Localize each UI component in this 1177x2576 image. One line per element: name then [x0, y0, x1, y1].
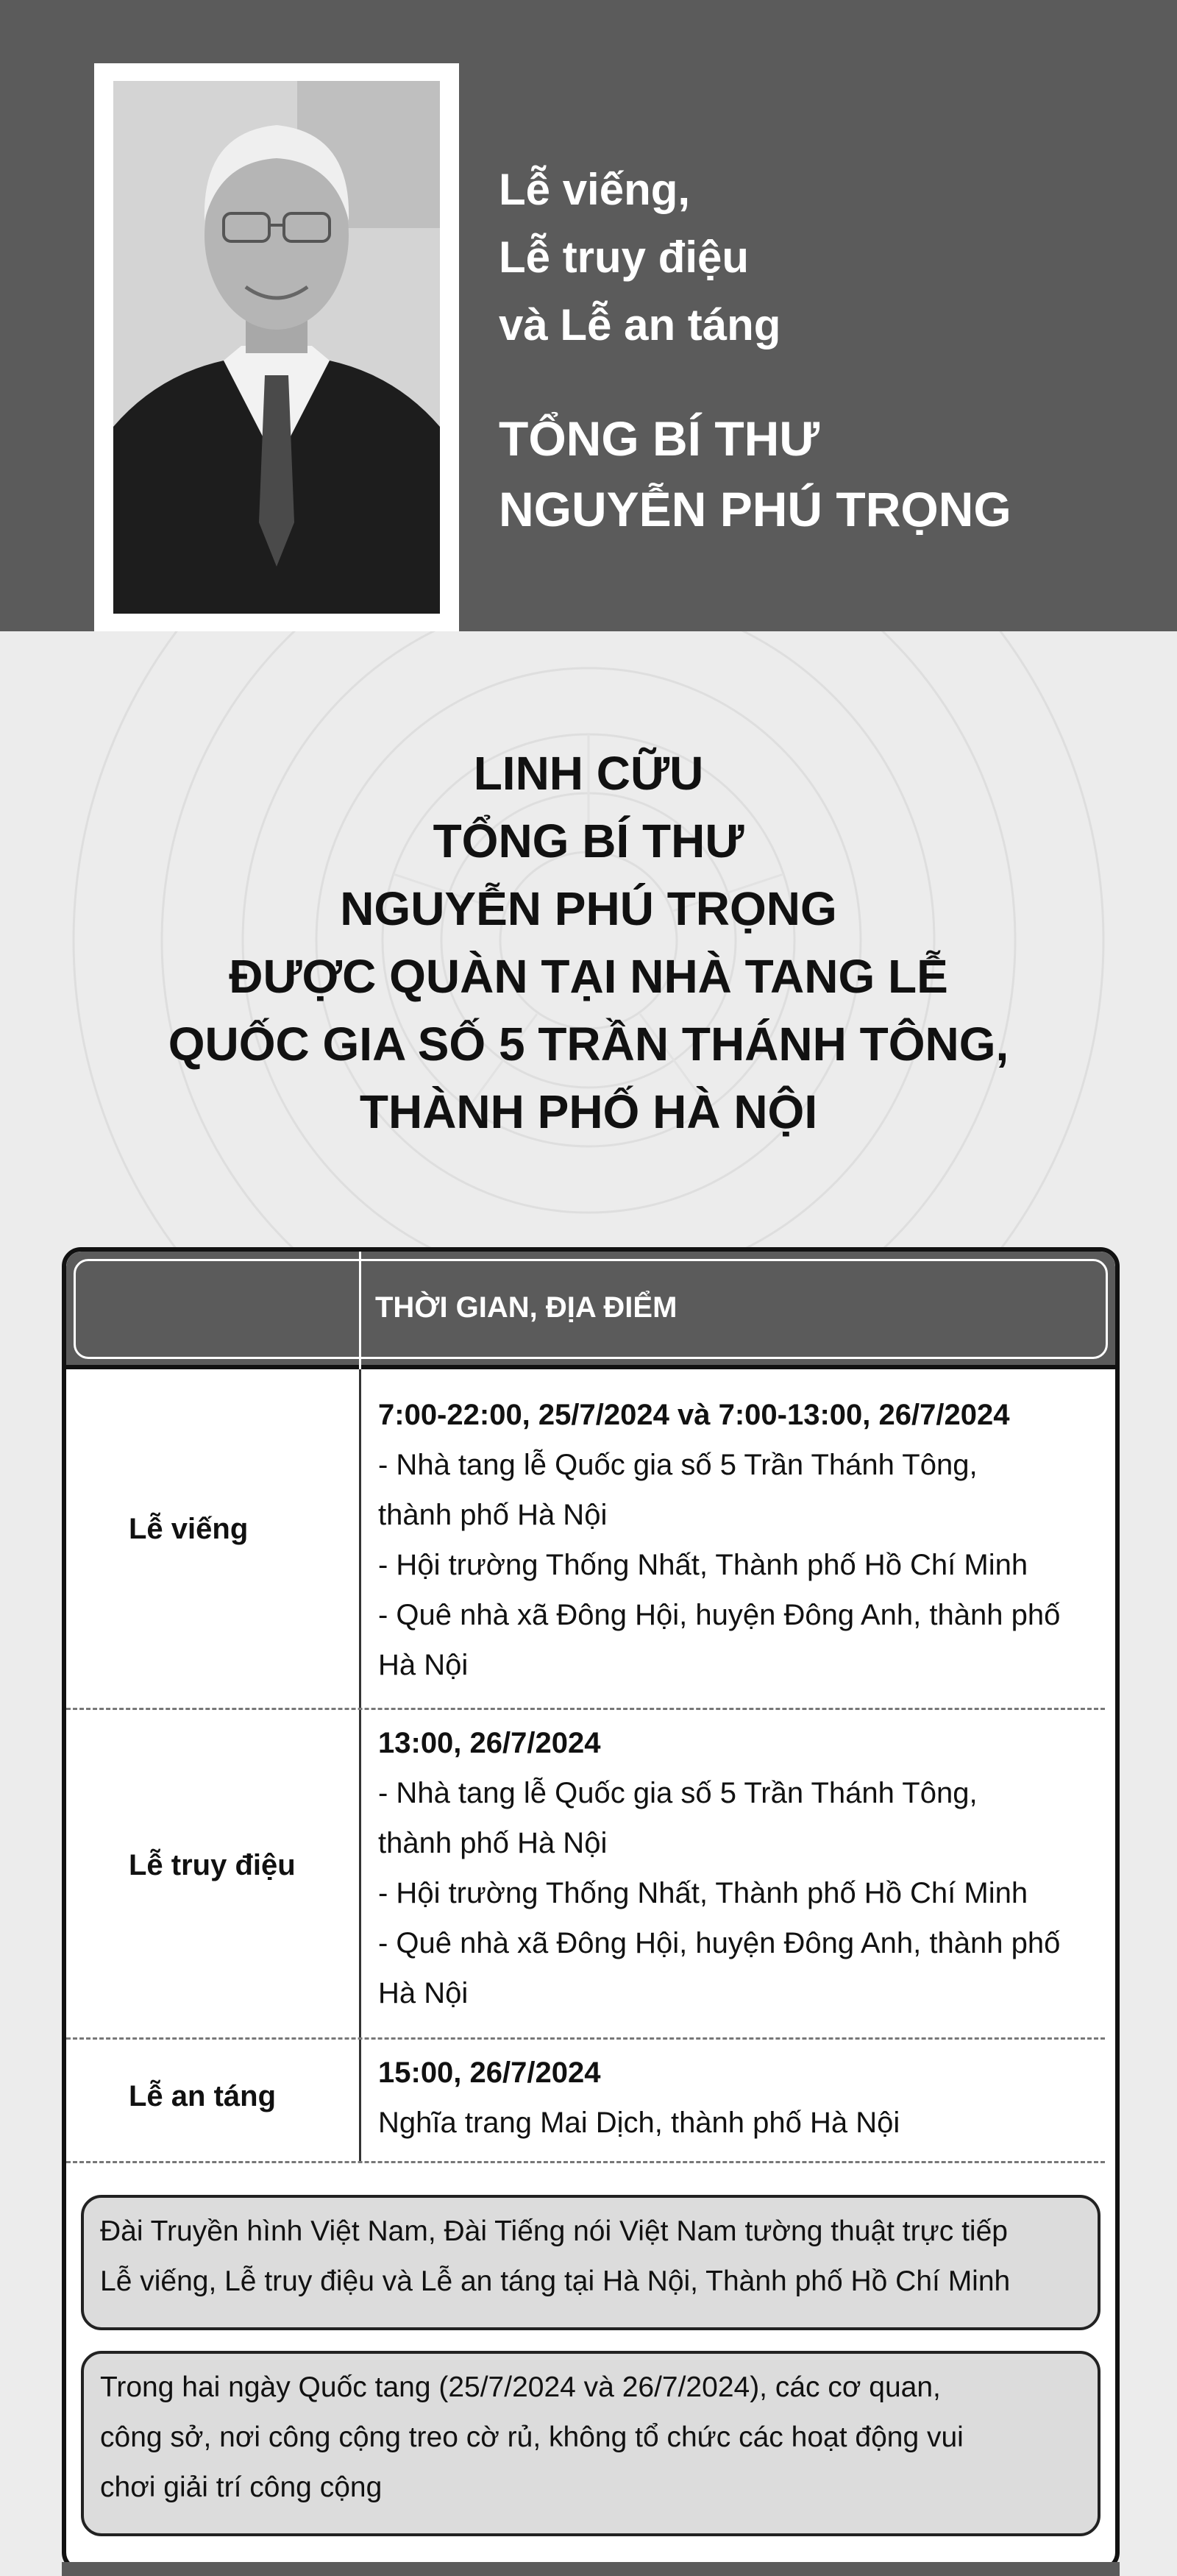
note-line: Đài Truyền hình Việt Nam, Đài Tiếng nói Việt Nam tường thuật trực tiếp	[100, 2215, 1008, 2247]
row-label-viewing: Lễ viếng	[129, 1513, 249, 1545]
schedule-panel	[62, 1247, 1120, 2572]
portrait-frame	[94, 63, 459, 631]
table-row	[66, 2039, 1115, 2161]
location-line: - Hội trường Thống Nhất, Thành phố Hồ Chí Minh	[378, 1549, 1028, 1581]
note-line: Lễ viếng, Lễ truy điệu và Lễ an táng tại Hà Nội, Thành phố Hồ Chí Minh	[100, 2265, 1011, 2297]
header-title-line: Lễ truy điệu	[499, 233, 750, 282]
broadcast-note	[81, 2195, 1100, 2330]
portrait-illustration	[113, 81, 440, 614]
heading-line: THÀNH PHỐ HÀ NỘI	[359, 1085, 818, 1138]
note-line: Trong hai ngày Quốc tang (25/7/2024 và 26/7/2024), các cơ quan,	[100, 2371, 941, 2403]
location-line: - Quê nhà xã Đông Hội, huyện Đông Anh, thành phố	[378, 1927, 1061, 1959]
location-line: Hà Nội	[378, 1977, 469, 2009]
header-band	[0, 0, 1177, 631]
header-name-line: TỔNG BÍ THƯ	[499, 411, 820, 466]
header-name	[499, 403, 1011, 544]
row-time: 7:00-22:00, 25/7/2024 và 7:00-13:00, 26/7/2024	[378, 1399, 1010, 1431]
location-line: - Quê nhà xã Đông Hội, huyện Đông Anh, thành phố	[378, 1599, 1061, 1631]
header-title-line: Lễ viếng,	[499, 165, 691, 214]
location-line: thành phố Hà Nội	[378, 1827, 608, 1859]
note-line: công sở, nơi công cộng treo cờ rủ, không tổ chức các hoạt động vui	[100, 2421, 964, 2453]
location-line: thành phố Hà Nội	[378, 1499, 608, 1531]
row-label-memorial: Lễ truy điệu	[129, 1849, 296, 1881]
table-row	[66, 1369, 1115, 1708]
location-line: - Hội trường Thống Nhất, Thành phố Hồ Chí Minh	[378, 1877, 1028, 1909]
row-time: 13:00, 26/7/2024	[378, 1727, 601, 1759]
location-line: Hà Nội	[378, 1649, 469, 1681]
row-label-burial: Lễ an táng	[129, 2080, 277, 2112]
row-locations	[378, 2098, 900, 2148]
heading-line: QUỐC GIA SỐ 5 TRẦN THÁNH TÔNG,	[168, 1018, 1009, 1071]
heading-line: ĐƯỢC QUÀN TẠI NHÀ TANG LỄ	[229, 950, 948, 1003]
location-line: - Nhà tang lễ Quốc gia số 5 Trần Thánh Tông,	[378, 1777, 978, 1809]
location-line: Nghĩa trang Mai Dịch, thành phố Hà Nội	[378, 2107, 900, 2139]
column-header-time-place: THỜI GIAN, ĐỊA ĐIỂM	[375, 1291, 678, 1324]
location-line: - Nhà tang lễ Quốc gia số 5 Trần Thánh Tông,	[378, 1449, 978, 1481]
mourning-note	[81, 2351, 1100, 2536]
heading-line: NGUYỄN PHÚ TRỌNG	[340, 882, 837, 935]
row-time: 15:00, 26/7/2024	[378, 2057, 601, 2089]
row-locations	[378, 1768, 1060, 2018]
main-heading	[0, 739, 1177, 1146]
bottom-bar	[62, 2562, 1120, 2576]
header-title	[499, 156, 780, 359]
heading-line: TỔNG BÍ THƯ	[433, 815, 744, 867]
heading-line: LINH CỮU	[473, 747, 704, 800]
portrait-photo	[113, 81, 440, 614]
table-header-divider	[359, 1252, 361, 1369]
row-separator	[66, 2161, 1105, 2163]
header-title-line: và Lễ an táng	[499, 300, 781, 350]
table-row	[66, 1709, 1115, 2040]
header-name-line: NGUYỄN PHÚ TRỌNG	[499, 482, 1011, 536]
note-line: chơi giải trí công cộng	[100, 2472, 383, 2503]
row-locations	[378, 1440, 1060, 1690]
table-header	[66, 1252, 1115, 1369]
